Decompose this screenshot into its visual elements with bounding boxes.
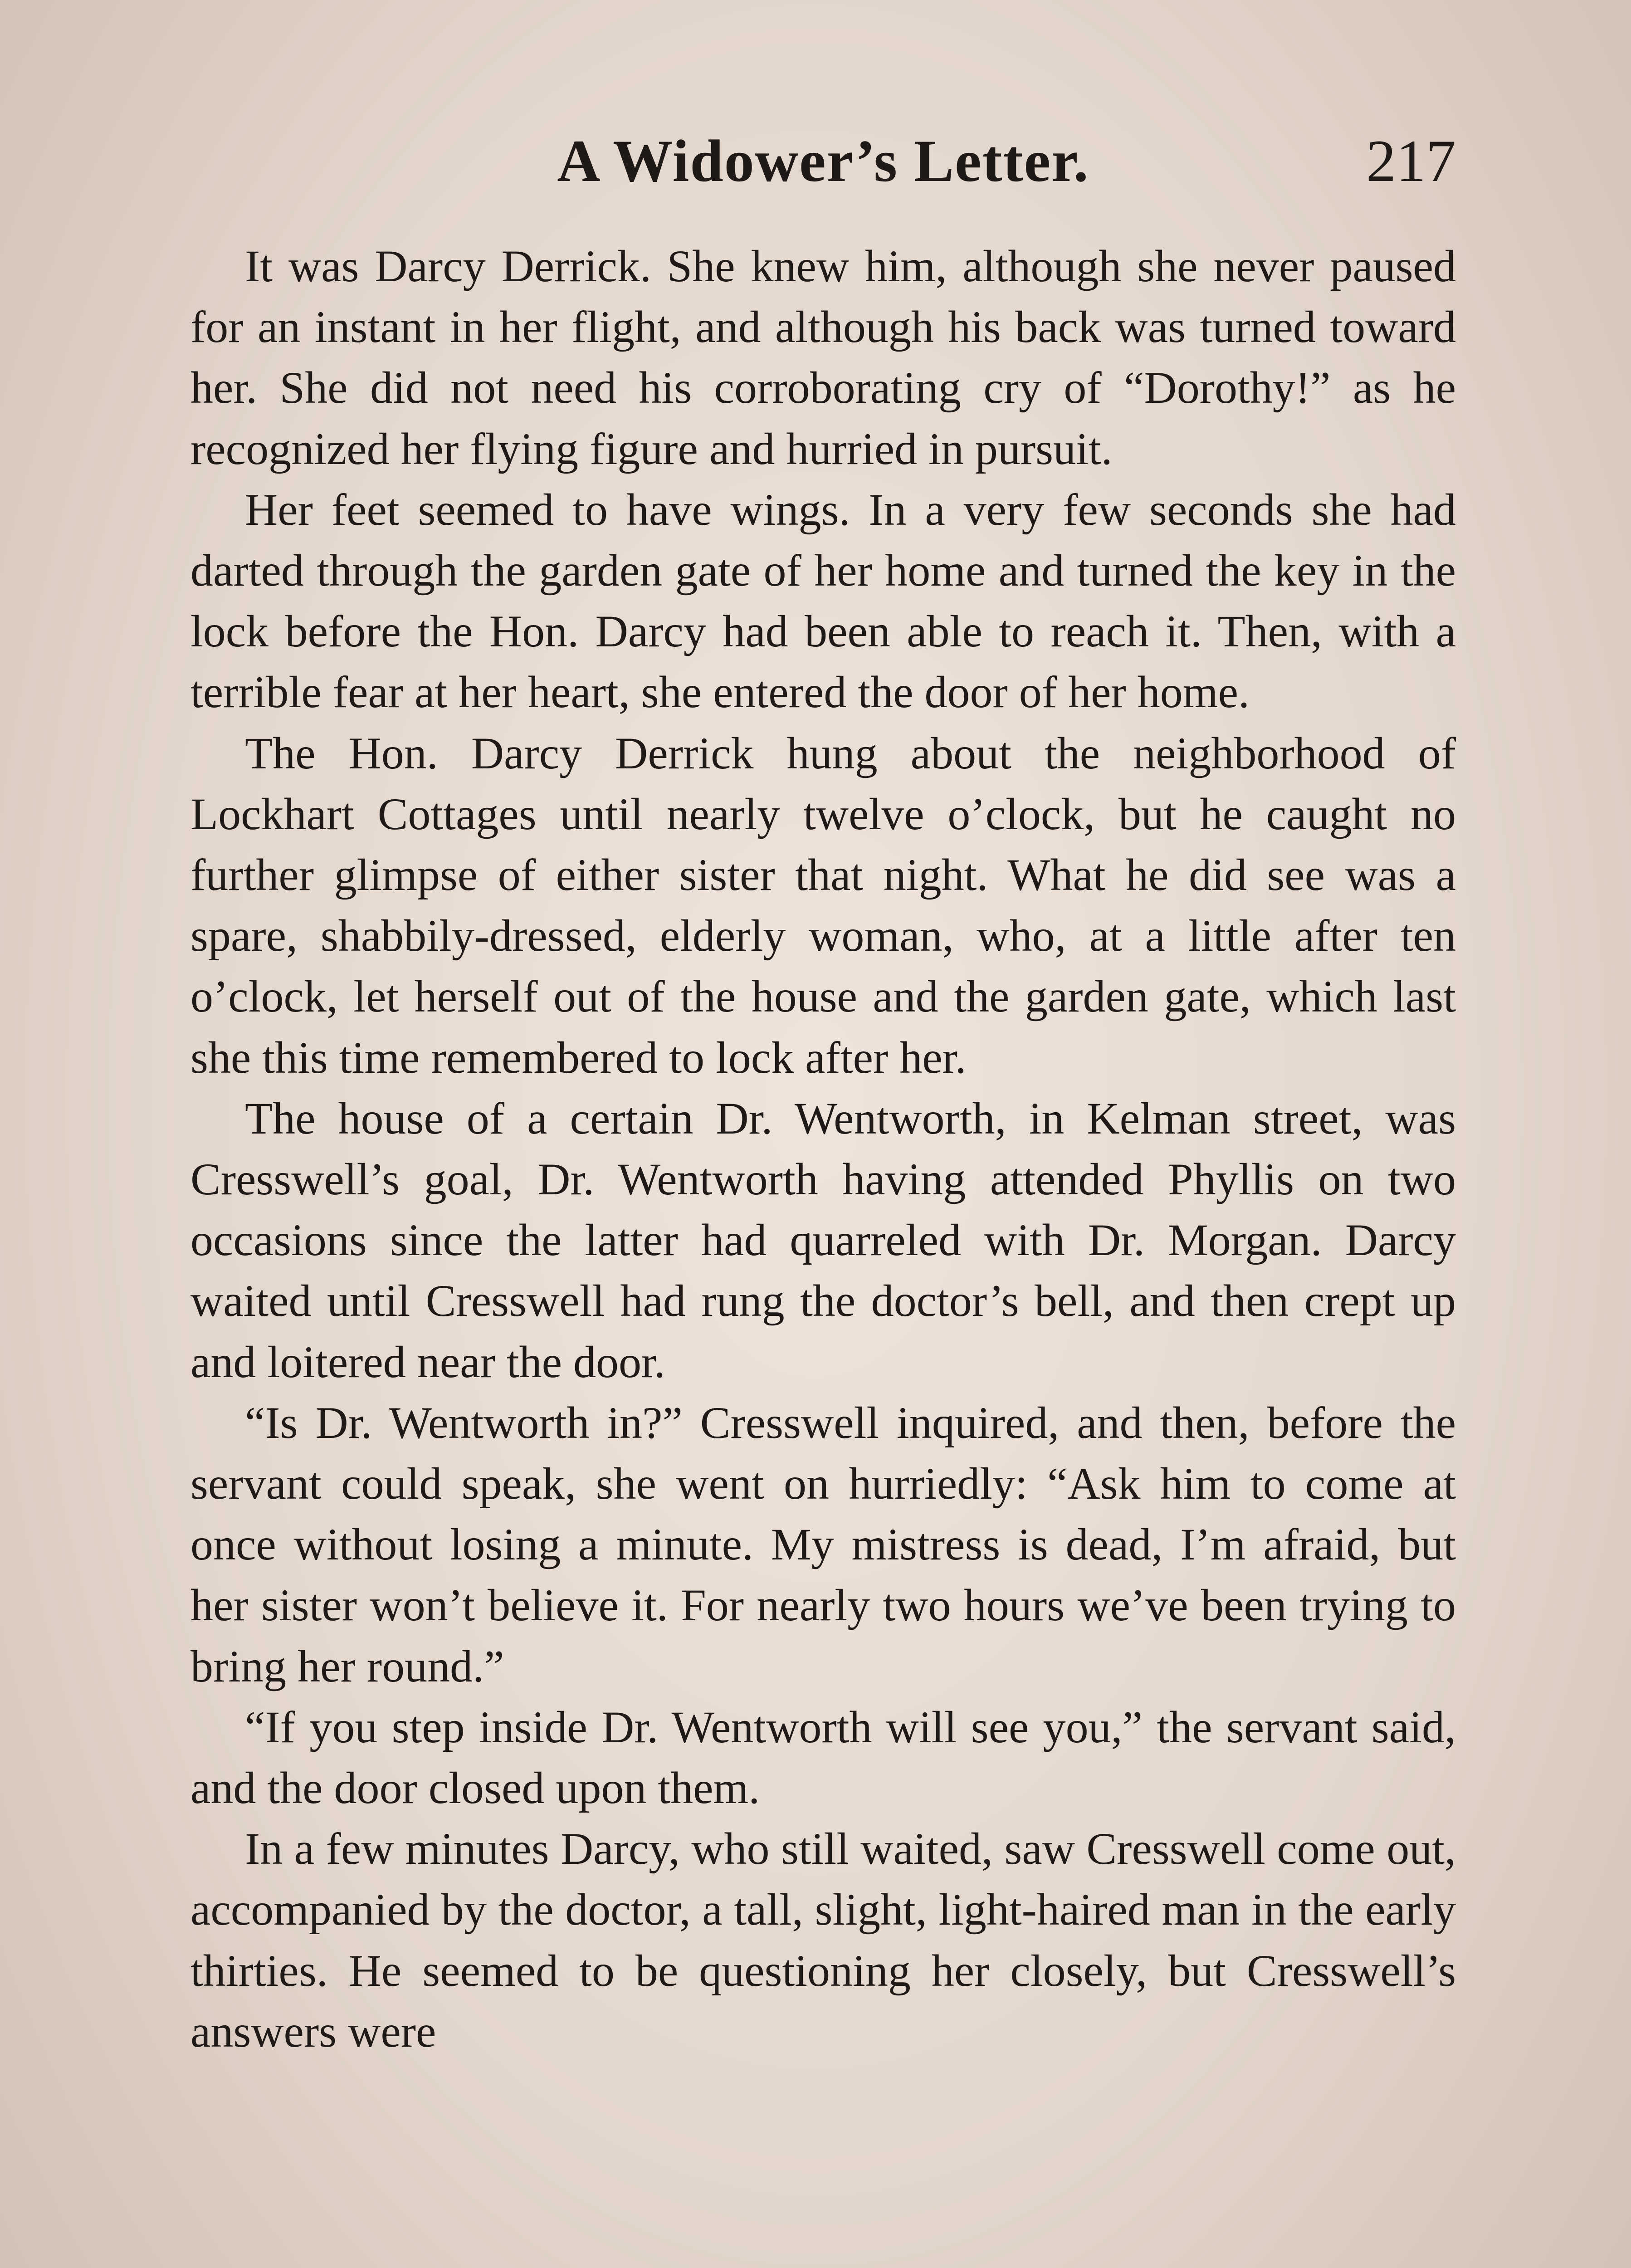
page-number: 217 bbox=[1366, 127, 1456, 194]
paragraph: In a few minutes Darcy, who still waited, saw Cresswell come out, accompanied by the doctor, a tall, slight, light-haired man in the early thirties. He seemed to be questioning her closely, but Cresswell’s answers were bbox=[190, 1823, 1456, 2057]
body-text bbox=[190, 236, 1456, 2062]
paragraph: The Hon. Darcy Derrick hung about the neighborhood of Lockhart Cottages until nearly twelve o’clock, but he caught no further glimpse of either sister that night. What he did see was a spare, shabbily-dressed, elderly woman, who, at a little after ten o’clock, let herself out of the house and the garden gate, which last she this time remembered to lock after her. bbox=[190, 728, 1456, 1083]
page-header bbox=[190, 120, 1456, 202]
paragraph: “Is Dr. Wentworth in?” Cresswell inquired, and then, before the servant could speak, she went on hurriedly: “Ask him to come at once without losing a minute. My mistress is dead, I’m afraid, but her sister won’t believe it. For nearly two hours we’ve been trying to bring her round.” bbox=[190, 1397, 1456, 1691]
paragraph: “If you step inside Dr. Wentworth will see you,” the servant said, and the door closed upon them. bbox=[190, 1701, 1456, 1813]
paragraph: It was Darcy Derrick. She knew him, although she never paused for an instant in her flight, and although his back was turned toward her. She did not need his corroborating cry of “Dorothy!” as he recognized her flying figure and hurried in pursuit. bbox=[190, 241, 1456, 474]
paragraph: The house of a certain Dr. Wentworth, in Kelman street, was Cresswell’s goal, Dr. Wentworth having attended Phyllis on two occasions since the latter had quarreled with Dr. Morgan. Darcy waited until Cresswell had rung the doctor’s bell, and then crept up and loitered near the door. bbox=[190, 1093, 1456, 1387]
paragraph: Her feet seemed to have wings. In a very few seconds she had darted through the garden gate of her home and turned the key in the lock before the Hon. Darcy had been able to reach it. Then, with a terrible fear at her heart, she entered the door of her home. bbox=[190, 484, 1456, 718]
running-title: A Widower’s Letter. bbox=[557, 127, 1089, 194]
